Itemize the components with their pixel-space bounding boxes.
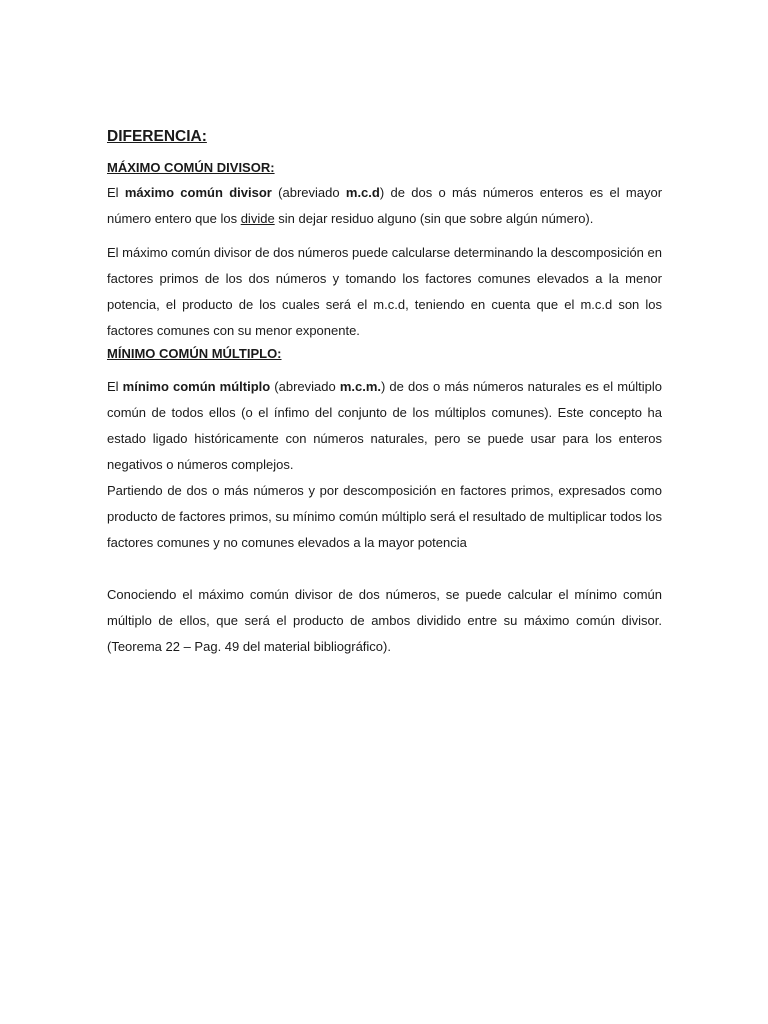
- mcd-p1-mid2: ) de dos o más números enteros es el mayor número entero que los: [107, 185, 663, 226]
- document-page: [107, 124, 662, 660]
- mcm-term: mínimo común múltiplo: [122, 379, 271, 394]
- document-title: DIFERENCIA:: [107, 128, 207, 145]
- mcd-abbr: m.c.d: [345, 185, 380, 200]
- spacer: [107, 556, 662, 582]
- mcm-paragraph-3: Conociendo el máximo común divisor de dos números, se puede calcular el mínimo común múltiplo de ellos, que será el producto de ambos dividido entre su máximo común divisor. (Teorema 22 – Pag. 49 del material bibliográfico).: [107, 587, 662, 654]
- mcd-paragraph-2: El máximo común divisor de dos números puede calcularse determinando la descomposición en factores primos de los dos números y tomando los factores comunes elevados a la menor potencia, el producto de los cuales será el m.c.d, teniendo en cuenta que el m.c.d son los factores comunes con su menor exponente.: [107, 245, 662, 338]
- mcm-p1-mid1: (abreviado: [270, 379, 340, 394]
- mcd-p1-pre: El: [107, 185, 125, 200]
- divide-link[interactable]: divide: [240, 211, 275, 226]
- mcm-paragraph-2: Partiendo de dos o más números y por descomposición en factores primos, expresados como producto de factores primos, su mínimo común múltiplo será el resultado de multiplicar todos los factores comunes y no comunes elevados a la mayor potencia: [107, 483, 662, 550]
- mcd-term: máximo común divisor: [124, 185, 272, 200]
- spacer: [107, 366, 662, 374]
- mcm-paragraph-1: [107, 374, 662, 478]
- mcd-paragraph-1: [107, 180, 662, 232]
- mcm-p1-post: ) de dos o más números naturales es el múltiplo común de todos ellos (o el ínfimo del conjunto de los múltiplos comunes). Este concepto ha estado ligado históricamente con números naturales, pero se puede usar para los enteros negativos o números complejos.: [107, 379, 663, 472]
- mcm-abbr: m.c.m.: [339, 379, 382, 394]
- mcd-p1-post: sin dejar residuo alguno (sin que sobre algún número).: [274, 211, 594, 226]
- mcd-heading: MÁXIMO COMÚN DIVISOR:: [107, 160, 275, 175]
- mcd-p1-mid1: (abreviado: [271, 185, 346, 200]
- mcm-heading: MÍNIMO COMÚN MÚLTIPLO:: [107, 346, 282, 361]
- mcm-p1-pre: El: [107, 379, 123, 394]
- spacer: [107, 232, 662, 240]
